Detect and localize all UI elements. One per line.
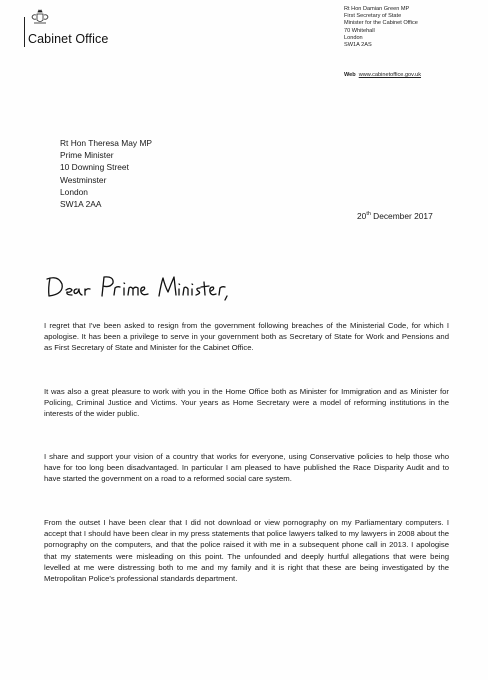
organisation-name: Cabinet Office bbox=[28, 32, 109, 46]
royal-coat-of-arms-icon bbox=[29, 8, 51, 26]
recipient-line: London bbox=[60, 186, 88, 197]
letter-date bbox=[357, 211, 433, 221]
recipient-line: Westminster bbox=[60, 174, 107, 185]
date-month-year: December 2017 bbox=[373, 211, 433, 221]
recipient-line: Rt Hon Theresa May MP bbox=[60, 138, 153, 148]
sender-line: London bbox=[344, 34, 363, 41]
sender-line: Rt Hon Damian Green MP bbox=[344, 6, 410, 12]
body-paragraph: I share and support your vision of a country that works for everyone, using Conservative policies to help those who have for too long been disadvantaged. In particular I am pleased to have published the Race Disparity Audit and to have started the government on a road to a reformed social care system. bbox=[44, 452, 449, 484]
logo-divider bbox=[24, 17, 25, 47]
sender-line: Minister for the Cabinet Office bbox=[344, 20, 418, 27]
sender-line: 70 Whitehall bbox=[344, 27, 375, 34]
handwritten-salutation bbox=[44, 270, 234, 310]
date-suffix: th bbox=[366, 211, 371, 218]
recipient-line: SW1A 2AA bbox=[60, 199, 102, 210]
web-link[interactable]: www.cabinetoffice.gov.uk bbox=[358, 72, 422, 78]
sender-line: First Secretary of State bbox=[344, 13, 402, 20]
recipient-address bbox=[60, 137, 152, 210]
sender-line: SW1A 2AS bbox=[344, 42, 372, 49]
body-paragraph: From the outset I have been clear that I did not download or view pornography on my Parliamentary computers. I accept that I should have been clear in my press statements that police lawyers talked to my lawyers in 2008 about the pornography on the computers, and that the police raised it with me in a subsequent phone call in 2013. I apologise that my statements were misleading on this point. The unfounded and deeply hurtful allegations that were being levelled at me were distressing both to me and my family and it is right that these are being investigated by the Metropolitan Police's professional standards department. bbox=[44, 518, 449, 584]
recipient-line: Prime Minister bbox=[60, 150, 114, 161]
web-label: Web bbox=[344, 72, 356, 78]
body-paragraph: It was also a great pleasure to work with you in the Home Office both as Minister for Immigration and as Minister for Policing, Criminal Justice and Victims. Your years as Home Secretary were a model of reforming institutions in the interests of the wider public. bbox=[44, 387, 449, 419]
date-day: 20 bbox=[357, 211, 367, 221]
body-paragraph: I regret that I've been asked to resign from the government following breaches of the Ministerial Code, for which I apologise. It has been a privilege to serve in your government both as Secretary of State for Work and Pensions and as First Secretary of State and Minister for the Cabinet Office. bbox=[44, 321, 449, 353]
recipient-line: 10 Downing Street bbox=[60, 162, 129, 173]
sender-address bbox=[344, 6, 418, 49]
web-address bbox=[344, 72, 421, 78]
